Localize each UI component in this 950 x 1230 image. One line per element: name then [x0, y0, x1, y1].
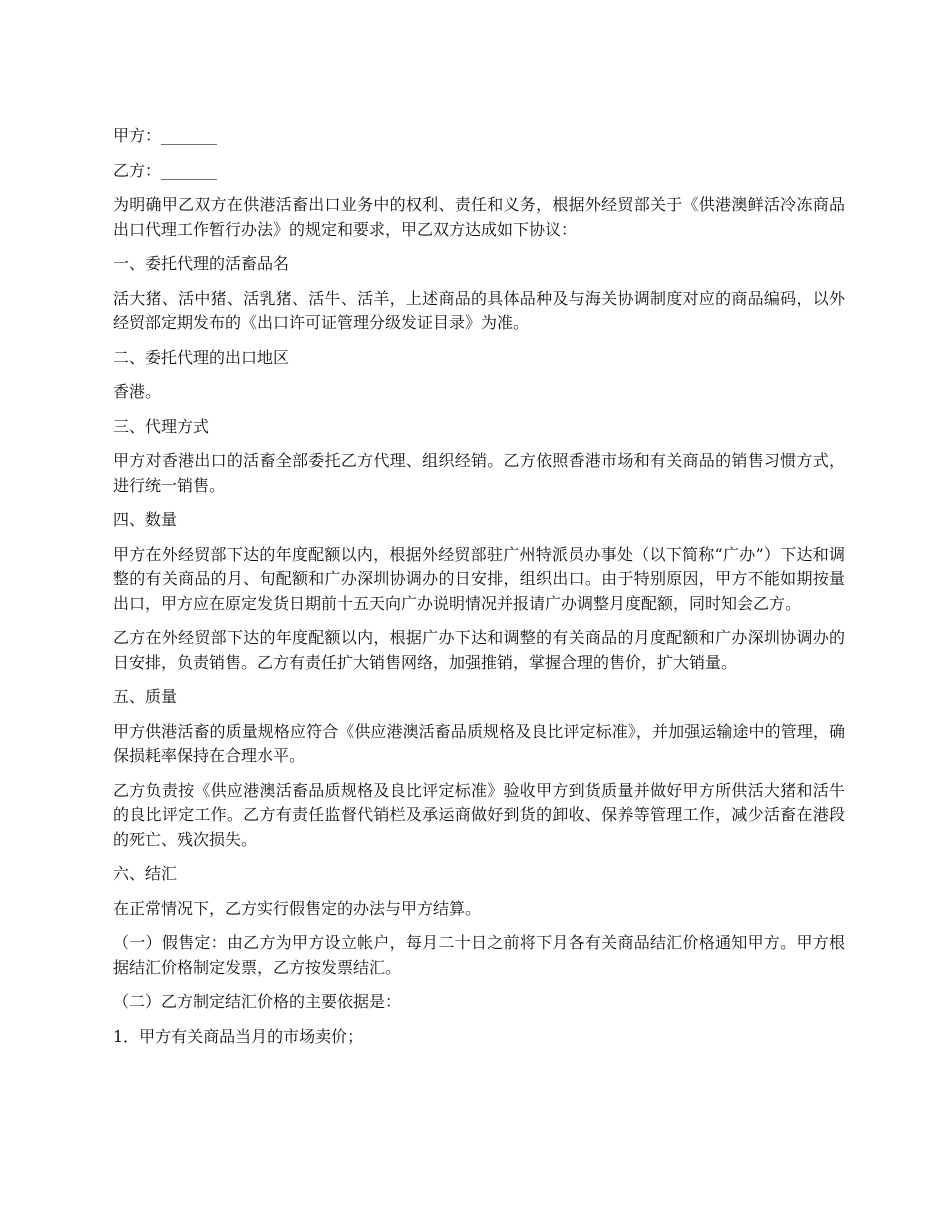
- preamble-paragraph: 为明确甲乙双方在供港活畜出口业务中的权利、责任和义务，根据外经贸部关于《供港澳鲜活冷冻商品出口代理工作暂行办法》的规定和要求，甲乙双方达成如下协议：: [113, 195, 845, 239]
- section-4-paragraph-1: 甲方在外经贸部下达的年度配额以内，根据外经贸部驻广州特派员办事处（以下简称“广办”）下达和调整的有关商品的月、旬配额和广办深圳协调办的日安排，组织出口。由于特别原因，甲方不能如期按量出口，甲方应在原定发货日期前十五天向广办说明情况并报请广办调整月度配额，同时知会乙方。: [113, 544, 845, 613]
- section-6-item-1: （一）假售定：由乙方为甲方设立帐户，每月二十日之前将下月各有关商品结汇价格通知甲方。甲方根据结汇价格制定发票，乙方按发票结汇。: [113, 933, 845, 977]
- section-3-paragraph: 甲方对香港出口的活畜全部委托乙方代理、组织经销。乙方依照香港市场和有关商品的销售习惯方式，进行统一销售。: [113, 451, 845, 495]
- party-a-line: 甲方：_______: [113, 126, 218, 145]
- section-5-paragraph-2: 乙方负责按《供应港澳活畜品质规格及良比评定标准》验收甲方到货质量并做好甲方所供活大猪和活牛的良比评定工作。乙方有责任监督代销栏及承运商做好到货的卸收、保养等管理工作，减少活畜在港段的死亡、残次损失。: [113, 780, 845, 849]
- section-heading-2: 二、委托代理的出口地区: [113, 347, 290, 367]
- section-heading-3: 三、代理方式: [113, 416, 210, 436]
- section-1-paragraph: 活大猪、活中猪、活乳猪、活牛、活羊，上述商品的具体品种及与海关协调制度对应的商品编码，以外经贸部定期发布的《出口许可证管理分级发证目录》为准。: [113, 288, 845, 332]
- section-6-item-2: （二）乙方制定结汇价格的主要依据是：: [113, 992, 402, 1011]
- section-heading-1: 一、委托代理的活畜品名: [113, 254, 290, 273]
- section-2-paragraph: 香港。: [113, 382, 162, 401]
- section-4-paragraph-2: 乙方在外经贸部下达的年度配额以内，根据广办下达和调整的有关商品的月度配额和广办深圳协调办的日安排，负责销售。乙方有责任扩大销售网络，加强推销，掌握合理的售价，扩大销量。: [113, 628, 845, 672]
- section-heading-4: 四、数量: [113, 510, 178, 529]
- section-heading-5: 五、质量: [113, 687, 178, 706]
- document-body: [113, 124, 845, 1059]
- section-heading-6: 六、结汇: [113, 864, 178, 883]
- section-6-paragraph: 在正常情况下，乙方实行假售定的办法与甲方结算。: [113, 898, 482, 918]
- section-5-paragraph-1: 甲方供港活畜的质量规格应符合《供应港澳活畜品质规格及良比评定标准》，并加强运输途中的管理，确保损耗率保持在合理水平。: [113, 721, 845, 765]
- section-6-subitem-1: 1．甲方有关商品当月的市场卖价；: [113, 1026, 364, 1046]
- party-b-line: 乙方：_______: [113, 160, 218, 180]
